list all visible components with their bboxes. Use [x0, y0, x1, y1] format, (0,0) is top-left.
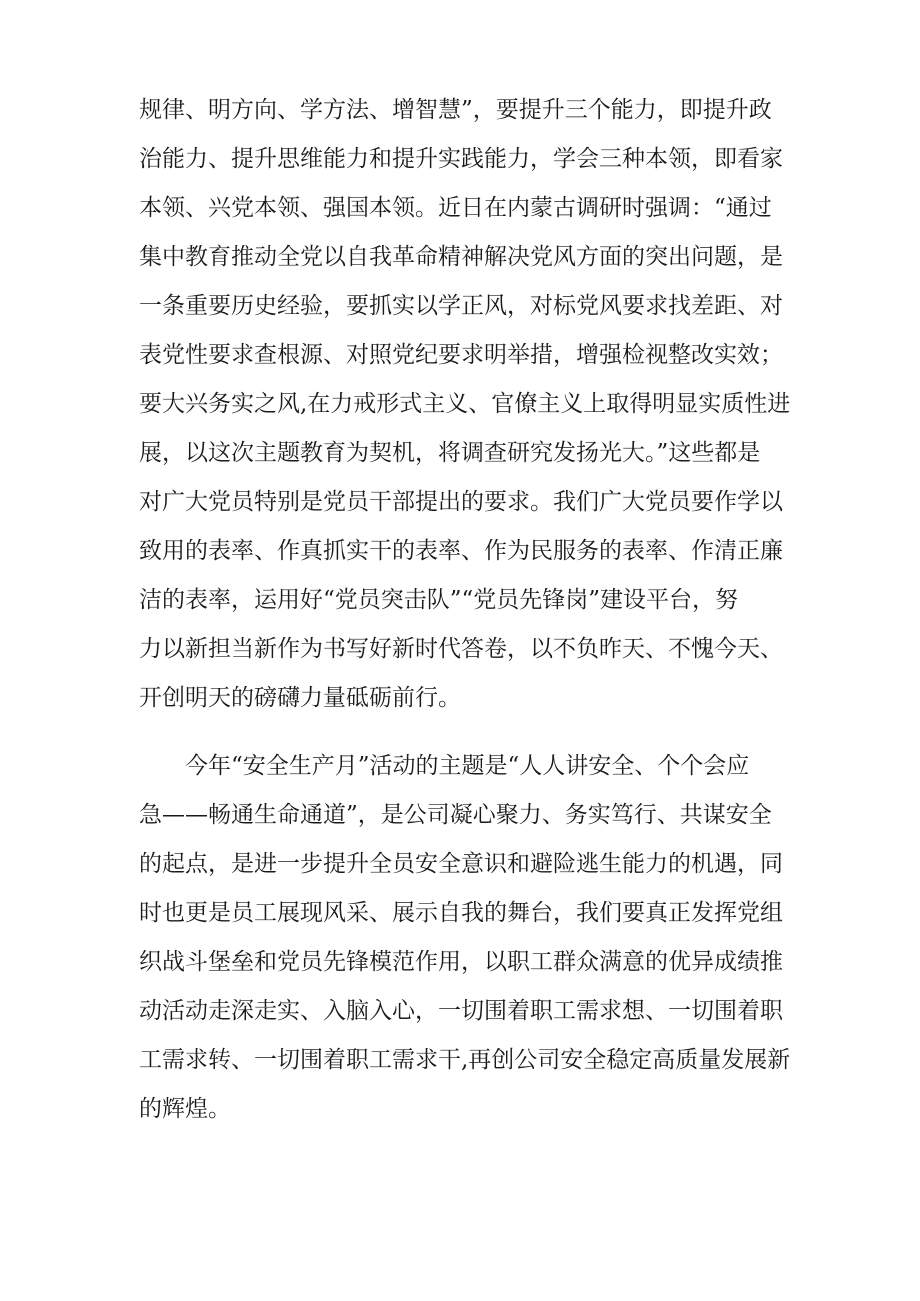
text-line: 对广大党员特别是党员干部提出的要求。我们广大党员要作学以 — [139, 489, 783, 515]
text-line: 集中教育推动全党以自我革命精神解决党风方面的突出问题，是 — [139, 244, 783, 270]
text-line: 开创明天的磅礴力量砥砺前行。 — [139, 685, 461, 711]
text-line: 表党性要求查根源、对照党纪要求明举措，增强检视整改实效； — [139, 342, 783, 368]
text-line: 今年“安全生产月”活动的主题是“人人讲安全、个个会应 — [185, 753, 750, 779]
text-line: 要大兴务实之风,在力戒形式主义、官僚主义上取得明显实质性进 — [139, 391, 791, 417]
text-line: 织战斗堡垒和党员先锋模范作用，以职工群众满意的优异成绩推 — [139, 949, 783, 975]
text-line: 洁的表率，运用好“党员突击队”“党员先锋岗”建设平台，努 — [139, 587, 739, 613]
paragraph-safety-month — [139, 742, 794, 1134]
text-line: 一条重要历史经验，要抓实以学正风，对标党风要求找差距、对 — [139, 293, 783, 319]
text-line: 本领、兴党本领、强国本领。近日在内蒙古调研时强调：“通过 — [139, 195, 772, 221]
text-line: 动活动走深走实、入脑入心，一切围着职工需求想、一切围着职 — [139, 998, 783, 1024]
text-line: 治能力、提升思维能力和提升实践能力，学会三种本领，即看家 — [139, 146, 783, 172]
text-line: 的起点，是进一步提升全员安全意识和避险逃生能力的机遇，同 — [139, 851, 783, 877]
text-line: 展，以这次主题教育为契机，将调查研究发扬光大。”这些都是 — [139, 440, 761, 466]
paragraph-party-requirements — [139, 86, 794, 723]
text-line: 力以新担当新作为书写好新时代答卷，以不负昨天、不愧今天、 — [139, 636, 783, 662]
text-line: 致用的表率、作真抓实干的表率、作为民服务的表率、作清正廉 — [139, 538, 783, 564]
text-line: 时也更是员工展现风采、展示自我的舞台，我们要真正发挥党组 — [139, 900, 783, 926]
text-line: 急——畅通生命通道”，是公司凝心聚力、务实笃行、共谋安全 — [139, 802, 772, 828]
text-line: 规律、明方向、学方法、增智慧”，要提升三个能力，即提升政 — [139, 97, 772, 123]
text-line: 的辉煌。 — [139, 1096, 231, 1122]
text-line: 工需求转、一切围着职工需求干,再创公司安全稳定高质量发展新 — [139, 1047, 791, 1073]
